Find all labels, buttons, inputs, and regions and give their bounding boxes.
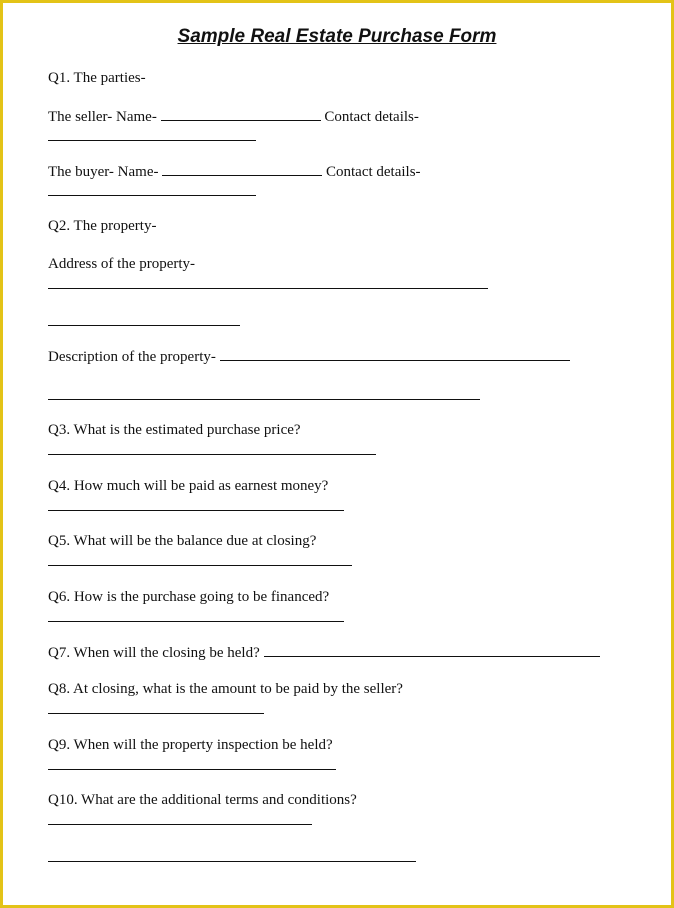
q5-label: Q5. What will be the balance due at closing? <box>48 533 317 549</box>
seller-contact-label: Contact details- <box>324 109 419 125</box>
buyer-name-field[interactable] <box>162 162 322 176</box>
address-label: Address of the property- <box>48 256 196 272</box>
q8-label: Q8. At closing, what is the amount to be paid by the seller? <box>48 681 403 697</box>
q9-answer-field[interactable] <box>48 769 336 770</box>
address-field-line-1[interactable] <box>48 288 488 289</box>
buyer-row <box>48 162 421 181</box>
q7-label: Q7. When will the closing be held? <box>48 645 260 661</box>
q5-answer-field[interactable] <box>48 565 352 566</box>
buyer-contact-label: Contact details- <box>325 164 421 180</box>
address-field-line-2[interactable] <box>48 325 240 326</box>
q10-answer-field-line-2[interactable] <box>48 861 416 862</box>
buyer-contact-field[interactable] <box>48 195 256 196</box>
q10-answer-field-line-1[interactable] <box>48 824 312 825</box>
seller-name-label: The seller- Name- <box>48 109 157 125</box>
q7-row <box>48 643 600 662</box>
q6-answer-field[interactable] <box>48 621 344 622</box>
q8-answer-field[interactable] <box>48 713 264 714</box>
q2-label: Q2. The property- <box>48 218 157 234</box>
description-field-line-1[interactable] <box>220 347 570 361</box>
description-label: Description of the property- <box>48 349 216 365</box>
q10-label: Q10. What are the additional terms and conditions? <box>48 792 357 808</box>
q4-answer-field[interactable] <box>48 510 344 511</box>
q4-label: Q4. How much will be paid as earnest money? <box>48 478 329 494</box>
description-row <box>48 347 570 366</box>
description-field-line-2[interactable] <box>48 399 480 400</box>
q9-label: Q9. When will the property inspection be held? <box>48 737 333 753</box>
seller-name-field[interactable] <box>161 107 321 121</box>
q7-answer-field[interactable] <box>264 643 600 657</box>
q3-label: Q3. What is the estimated purchase price? <box>48 422 301 438</box>
q1-label: Q1. The parties- <box>48 70 146 86</box>
q6-label: Q6. How is the purchase going to be financed? <box>48 589 330 605</box>
buyer-name-label: The buyer- Name- <box>48 164 159 180</box>
seller-contact-field[interactable] <box>48 140 256 141</box>
q3-answer-field[interactable] <box>48 454 376 455</box>
seller-row <box>48 107 419 126</box>
form-title: Sample Real Estate Purchase Form <box>177 26 497 47</box>
